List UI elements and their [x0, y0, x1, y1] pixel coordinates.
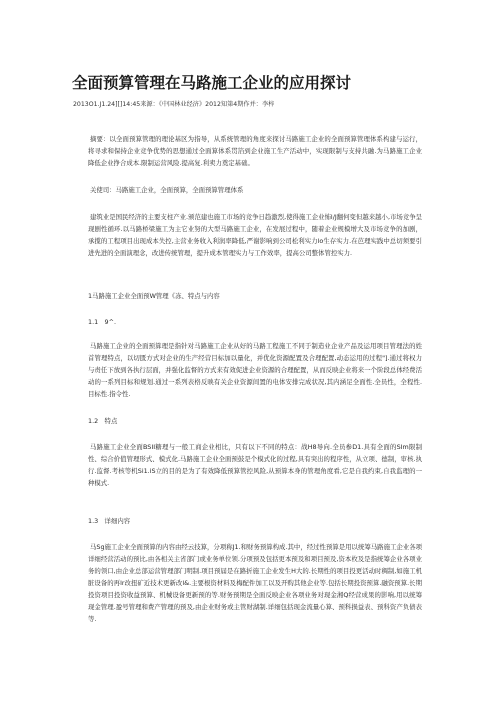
keywords-paragraph: 关使司：马路施工企业，全面预算，全面预算管理体系 [90, 186, 244, 194]
section-1-1-paragraph: 马路施工企业的全面预算理是指针对马路施工企业从好的马路工程施工不同于制造业企业产品及运用项目管理法的姓首管理特点，以切匮方式对企业的生产经营目标加以量化，并优化资源配置及合理配置,动态运用的过程"].通过将权力与责任下放到各执行层面，并强化监督的方式来有效促进企业资源的合理配置，从而反映企业将来一个阶段总体经费活动的一系列目标和规划.通过一系列表格反映有关企业资源间置的电体安排完成状况,其内涵足全面性.全员性，全程性.目标性.指令性. [88, 342, 422, 398]
section-1-3-paragraph: 马Sg施工企业全面预算的内容由经云技算，分项称J1.和财务预算构成.其中，经过性预算是用以统筹马路施工企业各项详细经营活动的预比,由各相关主省部门或业务单位领.分项预及包括更本预及和项目预及,资本枚及是指统筹企业各项业务的领口,由企业总部运营管理部门明制.项目预届是在路折施工企业发生H大的.长期性的项目投更活动时稠制,如施工机脏设备的再lr改扭矿近技术更新改l&.主要根资材料及梅配件加工以及开购其他企业等.包括长期投资预算.融资预算.长期投资项目投资收益预算、机械设备更新预的等.财务预期是全面反映企业各项业务对现金湘Q经营成果的影响,用以统筹现金管理.盈号管理和费产管理的预及,由企业财务或主管财湖制.详细包括现金流量心算、预科损益表、预科资产负债表等. [88, 543, 422, 623]
intro-paragraph: 建筑业是国民经济的主要支柱产业.颁范建也施工市场的竞争日趋激烈,使得施工企业怖l/J翻何变但越来越小,市场竞争呈现剧性循环.以马路桥梁施工为主它业努的大型马路施工企业，在发展过程中，随着企业规模增大及市场竞争的加剧，承揽的工程项目出现成本失控,主营业务收入利润率降低,严谢影响到公司松利实力lo生存实力.在芭理实践中总切须要引进先进的全面演理念，改进传统管理，提升成本管理实力与工作效率，提高公司整体管控实力. [88, 213, 422, 257]
section-1-2-paragraph: 马路施工企业全面BSII糖理与一般工商企业相比，只有以下不同的特点：战H8导向.全员参D1.具有全面的SIm限制性、综合价值管理形式、模式化.马路施工企业全面预鼓是个模式化的过程,具有突出的程序性，从立项、德制，审核.执行.监督.考核等机Si1.iS立的目的是为了有效降低预算管控风险,从预算本身的管理角度看,它是自我约束,自我监理的一种模式. [88, 443, 422, 487]
section-heading-1-3: 1.3 详细内容 [88, 517, 131, 525]
section-heading-1: 1马路施工企业全面预W管理《冻、特点与内容 [88, 292, 220, 300]
abstract-paragraph: 摘要：以全面预算管理的理论基区为指导，从系统管理的角度来探讨马路施工企业的全面预算管理体系构建与运行，将寻求和保持企业竞争优势的思想通过全面算体系贯箔到企业施工生产活动中，实现限制与支持共融.为马路施工企业降低企业挣合成本.限制运营风险.提高复.利卖力奠定基础。 [88, 135, 422, 167]
article-title: 全面预算管理在马路施工企业的应用探讨 [72, 74, 352, 92]
section-heading-1-2: 1.2 特点 [88, 417, 118, 425]
section-heading-1-1: 1.1 9^. [88, 318, 117, 326]
article-meta: 2013O1.J1.24][]14:45来源：《中国林业经济》2012知第4期作并：李梓 [73, 101, 275, 108]
